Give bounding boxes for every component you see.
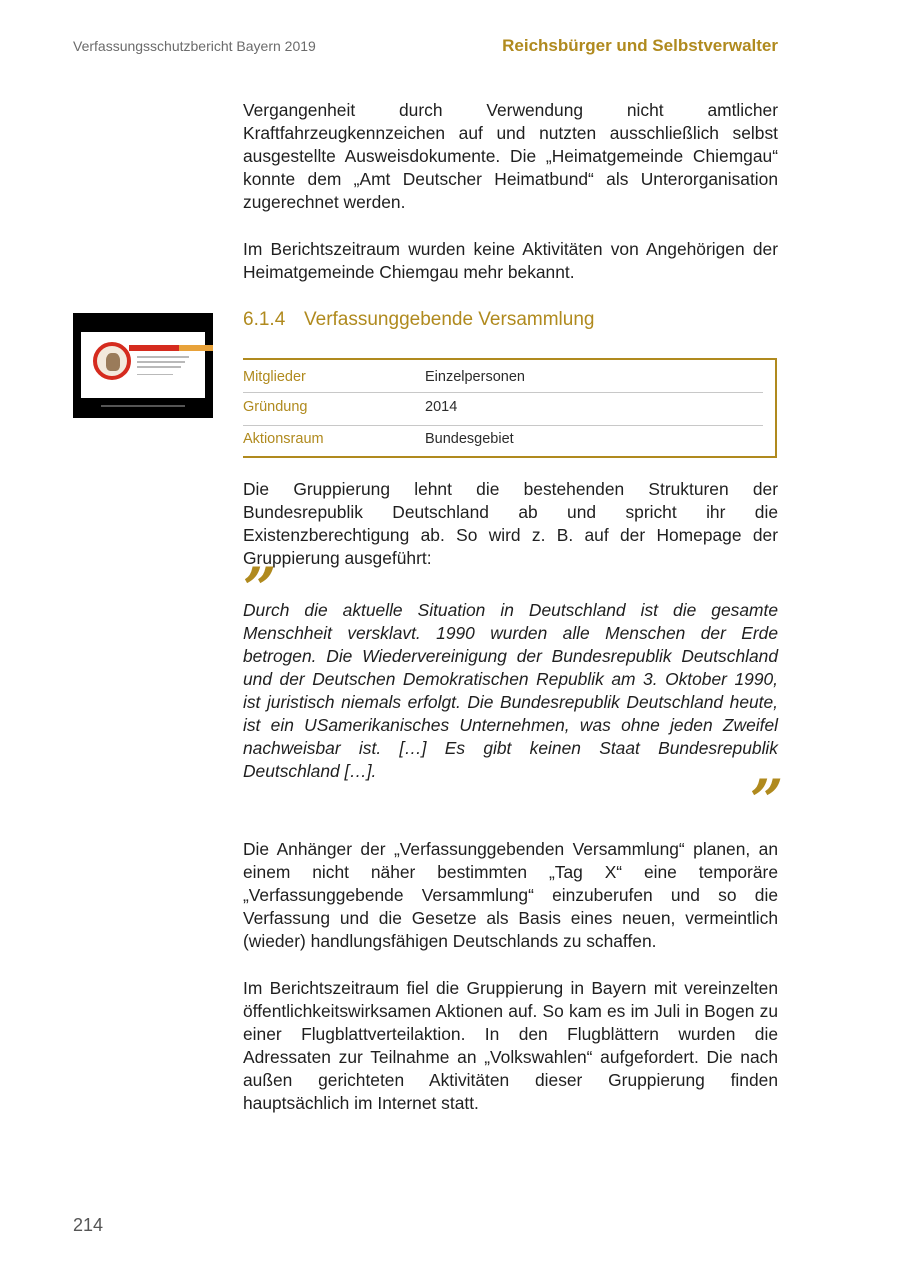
paragraph-2-block	[243, 238, 778, 284]
section-number: 6.1.4	[243, 309, 286, 330]
thumb-text-line	[137, 361, 185, 363]
paragraph-4: Die Anhänger der „Verfassunggebenden Versammlung“ planen, an einem nicht näher bestimmten „Tag X“ eine temporäre „Verfassunggebende Versammlung“ einzuberufen und so die Verfassung und die Gesetze als Basis eines neuen, vermeintlich (wieder) handlungsfähigen Deutschlands zu schaffen.	[243, 839, 778, 951]
fact-value: 2014	[425, 399, 458, 415]
quote-close-icon: ”	[750, 767, 784, 835]
eagle-icon	[106, 353, 120, 371]
fact-value: Einzelpersonen	[425, 369, 525, 385]
page-number: 214	[73, 1215, 104, 1235]
running-header-title: Verfassungsschutzbericht Bayern 2019	[73, 38, 316, 54]
fact-label: Aktionsraum	[243, 431, 324, 447]
homepage-screenshot-image	[73, 313, 213, 418]
section-heading	[243, 309, 594, 331]
paragraph-5-block	[243, 977, 778, 1115]
thumb-text-line	[137, 356, 189, 358]
paragraph-3-block	[243, 478, 778, 570]
thumb-footer-line	[101, 405, 185, 407]
paragraph-3: Die Gruppierung lehnt die bestehenden Strukturen der Bundesrepublik Deutschland ab und spricht ihr die Existenzberechtigung ab. So wird z. B. auf der Homepage der Gruppierung ausgeführt:	[243, 479, 778, 568]
section-title: Verfassunggebende Versammlung	[304, 309, 595, 330]
fact-row	[243, 393, 763, 426]
thumb-text-line	[137, 374, 173, 375]
flag-bar-gold	[179, 345, 213, 351]
fact-value: Bundesgebiet	[425, 431, 514, 447]
thumbnail-page	[81, 332, 205, 398]
paragraph-5: Im Berichtszeitraum fiel die Gruppierung in Bayern mit vereinzelten öffentlichkeitswirksamen Aktionen auf. So kam es im Juli in Bogen zu einer Flugblattverteilaktion. In den Flugblättern wurden die Adressaten zur Teilnahme an „Volkswahlen“ aufgefordert. Die nach außen gerichteten Aktivitäten dieser Gruppierung finden hauptsächlich im Internet statt.	[243, 978, 778, 1113]
fact-label: Mitglieder	[243, 369, 306, 385]
chapter-title: Reichsbürger und Selbstverwalter	[502, 36, 778, 55]
quote-open-icon: ”	[243, 555, 277, 623]
flag-bar-red	[129, 345, 179, 351]
fact-row	[243, 426, 763, 458]
paragraph-1: Vergangenheit durch Verwendung nicht amtlicher Kraftfahrzeugkennzeichen auf und nutzten ausschließlich selbst ausgestellte Ausweisdokumente. Die „Heimatgemeinde Chiemgau“ konnte dem „Amt Deutscher Heimatbund“ als Unterorganisation zugerechnet werden.	[243, 100, 778, 212]
fact-row	[243, 360, 763, 393]
fact-box	[243, 358, 777, 458]
fact-label: Gründung	[243, 399, 308, 415]
paragraph-4-block	[243, 838, 778, 953]
quote-block	[243, 599, 778, 783]
seal-logo-icon	[93, 342, 131, 380]
quote-text: Durch die aktuelle Situation in Deutschland ist die gesamte Menschheit versklavt. 1990 wurden alle Menschen der Erde betrogen. Die Wiedervereinigung der Bundesrepublik Deutschland und der Deutschen Demokratischen Republik am 3. Oktober 1990, ist juristisch niemals erfolgt. Die Bundesrepublik Deutschland heute, ist ein USamerikanisches Unternehmen, was ohne jeden Zweifel nachweisbar ist. […] Es gibt keinen Staat Bundesrepublik Deutschland […].	[243, 600, 778, 781]
paragraph-1-block	[243, 99, 778, 214]
thumb-text-line	[137, 366, 181, 368]
paragraph-2: Im Berichtszeitraum wurden keine Aktivitäten von Angehörigen der Heimatgemeinde Chiemgau mehr bekannt.	[243, 239, 778, 282]
